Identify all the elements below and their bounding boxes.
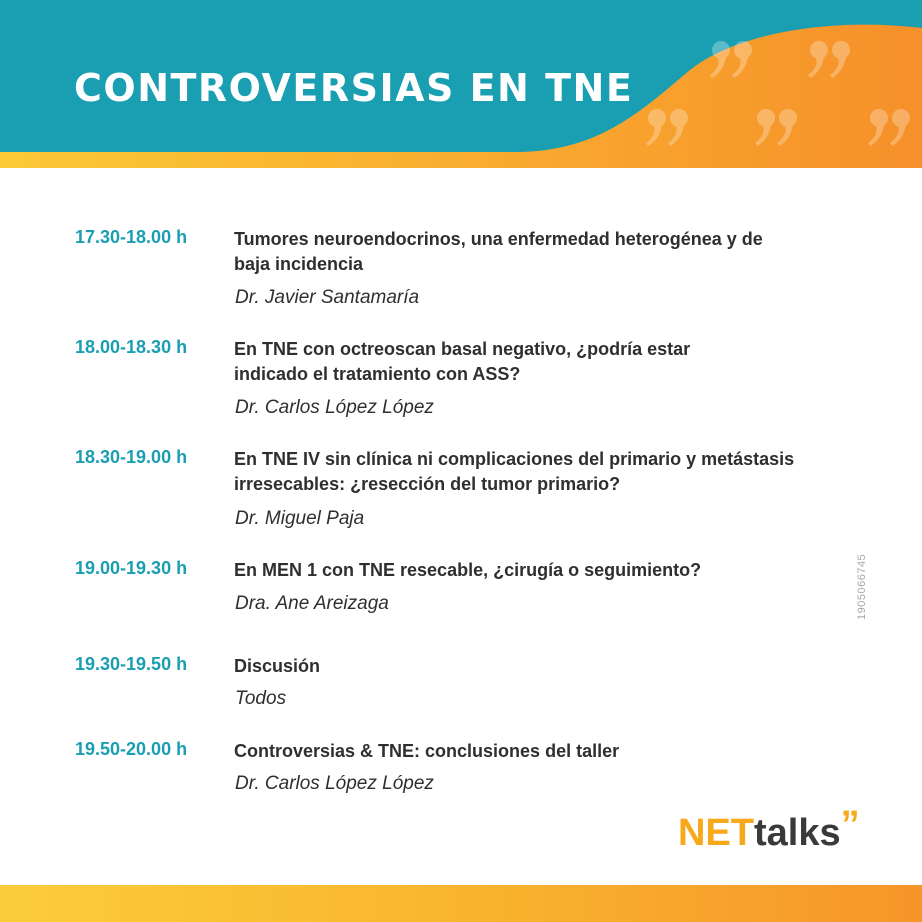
agenda-topic: Discusión (234, 656, 321, 676)
footer-bar (0, 885, 922, 922)
agenda-time: 19.00-19.30 h (75, 558, 188, 578)
agenda-time: 18.30-19.00 h (75, 447, 188, 467)
document-code: 1905066745 (856, 553, 868, 620)
nettalks-logo (678, 804, 860, 855)
agenda-speaker: Dra. Ane Areizaga (235, 593, 389, 614)
agenda-time: 18.00-18.30 h (75, 337, 188, 357)
agenda-topic: En TNE IV sin clínica ni complicaciones del primario y metástasis irresecables: ¿resección del tumor primario? (234, 449, 795, 494)
agenda-time: 19.30-19.50 h (75, 654, 188, 674)
agenda-speaker: Todos (235, 688, 287, 709)
logo-talks-text: talks (754, 812, 841, 854)
header-banner (0, 0, 922, 168)
agenda-topic: Tumores neuroendocrinos, una enfermedad heterogénea y de baja incidencia (234, 229, 763, 274)
agenda-topic: Controversias & TNE: conclusiones del taller (234, 741, 620, 761)
page-title: CONTROVERSIAS EN TNE (74, 66, 634, 110)
agenda-topic: En MEN 1 con TNE resecable, ¿cirugía o seguimiento? (234, 560, 702, 580)
agenda-speaker: Dr. Carlos López López (235, 397, 434, 418)
agenda-speaker: Dr. Javier Santamaría (235, 287, 420, 308)
logo-net-text: NET (678, 812, 754, 854)
agenda-speaker: Dr. Carlos López López (235, 773, 434, 794)
agenda-time: 17.30-18.00 h (75, 227, 188, 247)
logo-quote-icon: ” (840, 804, 860, 846)
agenda-time: 19.50-20.00 h (75, 739, 188, 759)
agenda-topic: En TNE con octreoscan basal negativo, ¿podría estar indicado el tratamiento con ASS? (234, 339, 691, 384)
agenda-speaker: Dr. Miguel Paja (235, 508, 365, 529)
